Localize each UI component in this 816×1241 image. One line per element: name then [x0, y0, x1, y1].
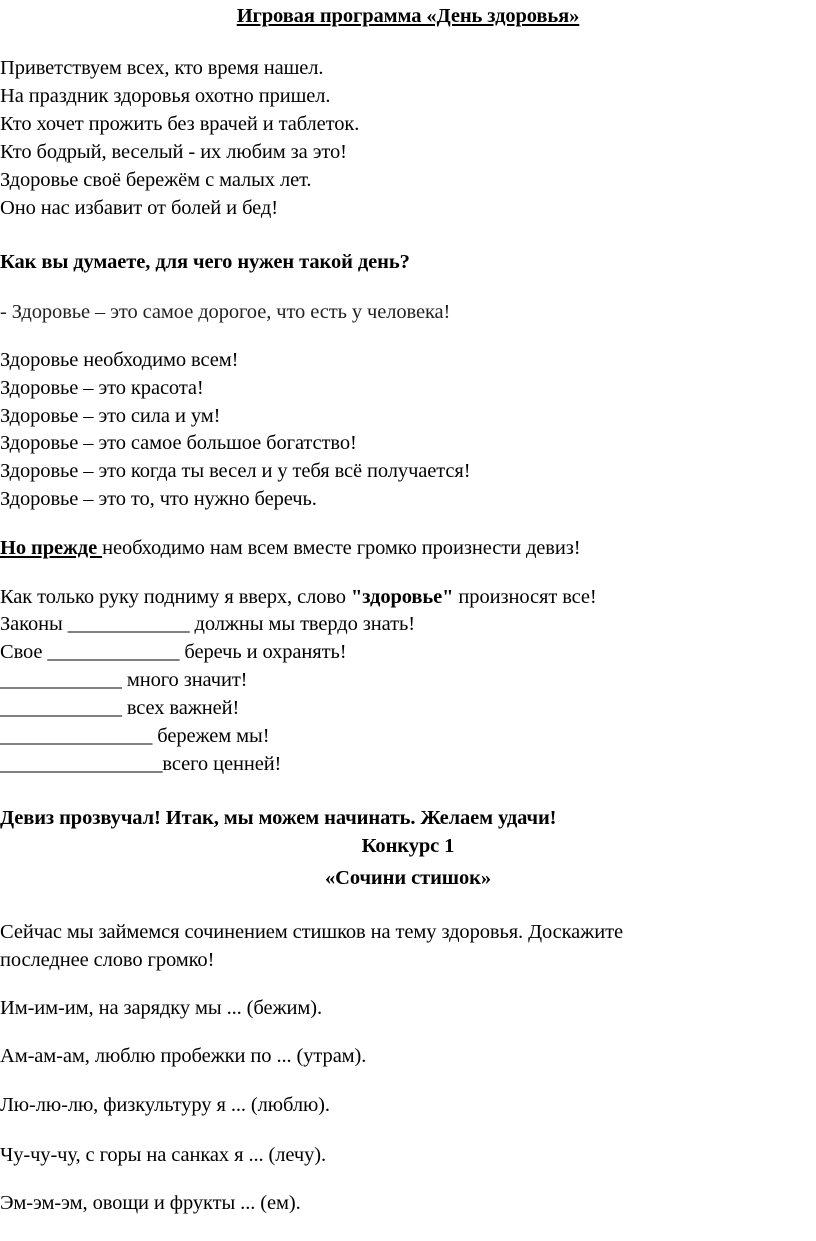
- motto-line: ____________ всех важней!: [0, 697, 240, 719]
- rhyme-line: Эм-эм-эм, овощи и фрукты ... (ем).: [0, 1192, 301, 1214]
- rhyme-line: Им-им-им, на зарядку мы ... (бежим).: [0, 997, 323, 1019]
- health-line: Здоровье необходимо всем!: [0, 349, 239, 371]
- motto-keyword: "здоровье": [351, 586, 454, 608]
- contest-intro-line: Сейчас мы займемся сочинением стишков на тему здоровья. Доскажите: [0, 921, 623, 943]
- contest-name: «Сочини стишок»: [325, 867, 491, 889]
- motto-instruction-before: Как только руку подниму я вверх, слово: [0, 586, 351, 608]
- answer-line: - Здоровье – это самое дорогое, что есть у человека!: [0, 301, 451, 323]
- health-line: Здоровье – это самое большое богатство!: [0, 432, 357, 454]
- motto-line: Свое _____________ беречь и охранять!: [0, 641, 347, 663]
- page-title: Игровая программа «День здоровья»: [236, 5, 580, 27]
- rhyme-line: Ам-ам-ам, люблю пробежки по ... (утрам).: [0, 1045, 367, 1067]
- rhyme-line: Чу-чу-чу, с горы на санках я ... (лечу).: [0, 1144, 327, 1166]
- motto-intro: [0, 536, 580, 560]
- health-line: Здоровье – это сила и ум!: [0, 405, 221, 427]
- health-line: Здоровье – это то, что нужно беречь.: [0, 488, 317, 510]
- contest-intro-line: последнее слово громко!: [0, 949, 215, 971]
- motto-intro-lead: Но прежде: [0, 537, 103, 559]
- health-line: Здоровье – это красота!: [0, 377, 204, 399]
- greeting-line: Оно нас избавит от болей и бед!: [0, 197, 278, 219]
- motto-intro-rest: необходимо нам всем вместе громко произнести девиз!: [102, 537, 581, 559]
- motto-line: ____________ много значит!: [0, 669, 248, 691]
- contest-number: Конкурс 1: [361, 835, 455, 857]
- motto-done: Девиз прозвучал! Итак, мы можем начинать. Желаем удачи!: [0, 807, 557, 829]
- motto-instruction-after: произносят все!: [453, 586, 597, 608]
- motto-line: _______________ бережем мы!: [0, 725, 270, 747]
- greeting-line: Кто хочет прожить без врачей и таблеток.: [0, 113, 360, 135]
- question-heading: Как вы думаете, для чего нужен такой день?: [0, 251, 410, 273]
- motto-line: Законы ____________ должны мы твердо знать!: [0, 613, 415, 635]
- greeting-line: На праздник здоровья охотно пришел.: [0, 85, 331, 107]
- greeting-line: Кто бодрый, веселый - их любим за это!: [0, 141, 347, 163]
- greeting-line: Здоровье своё бережём с малых лет.: [0, 169, 312, 191]
- health-line: Здоровье – это когда ты весел и у тебя всё получается!: [0, 460, 471, 482]
- motto-instruction: [0, 585, 597, 609]
- rhyme-line: Лю-лю-лю, физкультуру я ... (люблю).: [0, 1094, 330, 1116]
- motto-line: ________________всего ценней!: [0, 753, 282, 775]
- greeting-line: Приветствуем всех, кто время нашел.: [0, 57, 324, 79]
